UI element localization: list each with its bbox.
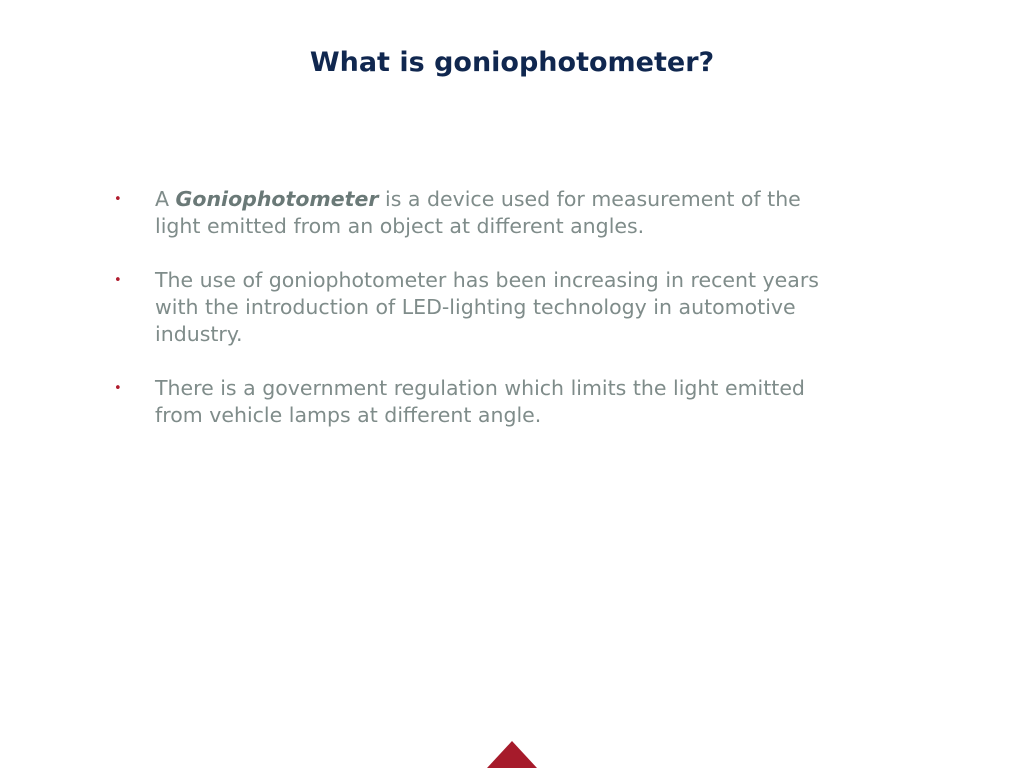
- bullet-prefix: A: [155, 187, 176, 211]
- bullet-text: The use of goniophotometer has been increasing in recent years with the introduction of LED-lighting technology in automotive industry.: [155, 268, 819, 346]
- bullet-remainder: is a device used for measurement of the light emitted from an object at different angles.: [155, 187, 801, 238]
- bullet-item-government-regulation: [114, 375, 914, 429]
- bullet-list: [114, 186, 914, 456]
- bullet-item-goniophotometer-definition: [114, 186, 914, 240]
- bullet-marker: •: [114, 381, 122, 396]
- bullet-marker: •: [114, 192, 122, 207]
- bullet-text: [155, 186, 801, 240]
- bullet-marker: •: [114, 273, 122, 288]
- bullet-item-led-usage: [114, 267, 914, 348]
- up-triangle-icon[interactable]: [487, 741, 537, 768]
- emphasized-term: Goniophotometer: [175, 187, 379, 211]
- bullet-text: There is a government regulation which limits the light emitted from vehicle lamps at different angle.: [155, 376, 805, 427]
- slide-title: What is goniophotometer?: [309, 47, 715, 78]
